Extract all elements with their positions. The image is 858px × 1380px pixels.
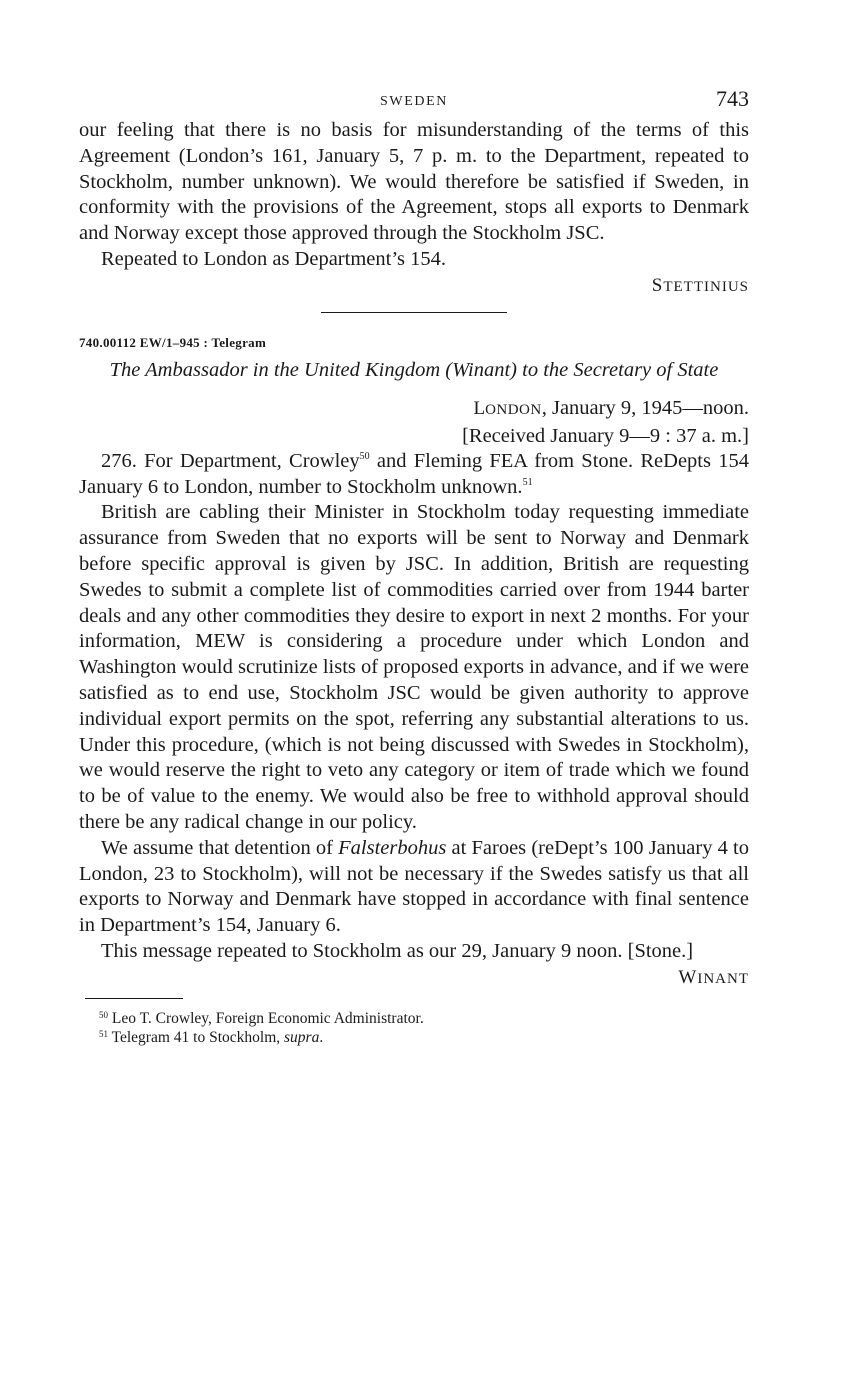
footnote-divider — [85, 998, 183, 999]
para-1-text-b: and Fleming FEA from Stone. ReDepts 154 January 6 to London, number to Stockholm unknown. — [79, 449, 749, 498]
telegram-paragraph-1 — [79, 449, 749, 501]
para-3-text-b: at Faroes (reDept’s 100 January 4 to London, 23 to Stockholm), will not be necessary if the Swedes satisfy us that all exports to Norway and Denmark have stopped in accordance with final sentence in Department’s 154, January 6. — [79, 836, 749, 937]
dateline — [79, 395, 749, 449]
signature-winant — [79, 967, 749, 990]
place-rest: ONDON — [485, 401, 542, 418]
ship-name: Falsterbohus — [338, 836, 447, 859]
footnote-51 — [79, 1028, 749, 1047]
received-line: [Received January 9—9 : 37 a. m.] — [462, 424, 749, 447]
footnote-number: 51 — [99, 1028, 108, 1039]
para-3-text-a: We assume that detention of — [101, 836, 339, 859]
repeated-note: Repeated to London as Department’s 154. — [101, 247, 446, 270]
place-date — [79, 395, 749, 423]
page-header — [79, 84, 749, 118]
signature-initial: W — [678, 966, 698, 988]
telegram-paragraph-2: British are cabling their Minister in Stockholm today requesting immediate assurance from Sweden that no exports will be sent to Norway and Denmark before specific approval is given by JSC. In addition, British are requesting Swedes to submit a complete list of commodities carried over from 1944 barter deals and any other commodities they desire to export in next 2 months. For your information, MEW is considering a procedure under which London and Washington would scrutinize lists of proposed exports in advance, and if we were satisfied as to end use, Stockholm JSC would be given authority to approve individual export permits on the spot, referring any substantial alterations to us. Under this procedure, (which is not being discussed with Swedes in Stockholm), we would reserve the right to veto any category or item of trade which we found to be of value to the enemy. We would also be free to withhold approval should there be any radical change in our policy. — [79, 501, 749, 833]
signature-stettinius — [79, 275, 749, 298]
signature-rest: TETTINIUS — [663, 278, 749, 295]
document-page — [79, 84, 749, 1047]
footnote-number: 50 — [99, 1009, 108, 1020]
footnote-text-end: . — [319, 1028, 324, 1046]
signature-rest: INANT — [697, 970, 749, 987]
para-1-text-a: 276. For Department, Crowley — [101, 449, 360, 472]
footnotes — [79, 1009, 749, 1047]
page-number: 743 — [716, 86, 749, 111]
continued-paragraph: our feeling that there is no basis for misunderstanding of the terms of this Agreement (London’s 161, January 5, 7 p. m. to the Department, repeated to Stockholm, number unknown). We would therefore be satisfied if Sweden, in conformity with the provisions of the Agreement, stops all exports to Denmark and Norway except those approved through the Stockholm JSC. — [79, 119, 749, 245]
place-initial: L — [473, 397, 486, 419]
telegram-paragraph-4: This message repeated to Stockholm as our 29, January 9 noon. [Stone.] — [101, 939, 694, 962]
file-reference: 740.00112 EW/1–945 : Telegram — [79, 334, 267, 350]
signature-initial: S — [651, 274, 664, 296]
running-head: SWEDEN — [380, 94, 448, 109]
footnote-italic: supra — [284, 1028, 320, 1046]
section-divider — [321, 312, 507, 313]
footnote-50 — [79, 1009, 749, 1028]
document-title: The Ambassador in the United Kingdom (Winant) to the Secretary of State — [109, 358, 719, 381]
footnote-text: Leo T. Crowley, Foreign Economic Administrator. — [111, 1009, 424, 1027]
footnote-ref-50: 50 — [359, 450, 370, 462]
date: , January 9, 1945—noon. — [541, 396, 749, 419]
telegram-paragraph-3 — [79, 836, 749, 939]
footnote-text: Telegram 41 to Stockholm, — [111, 1028, 285, 1046]
footnote-ref-51: 51 — [522, 476, 533, 488]
